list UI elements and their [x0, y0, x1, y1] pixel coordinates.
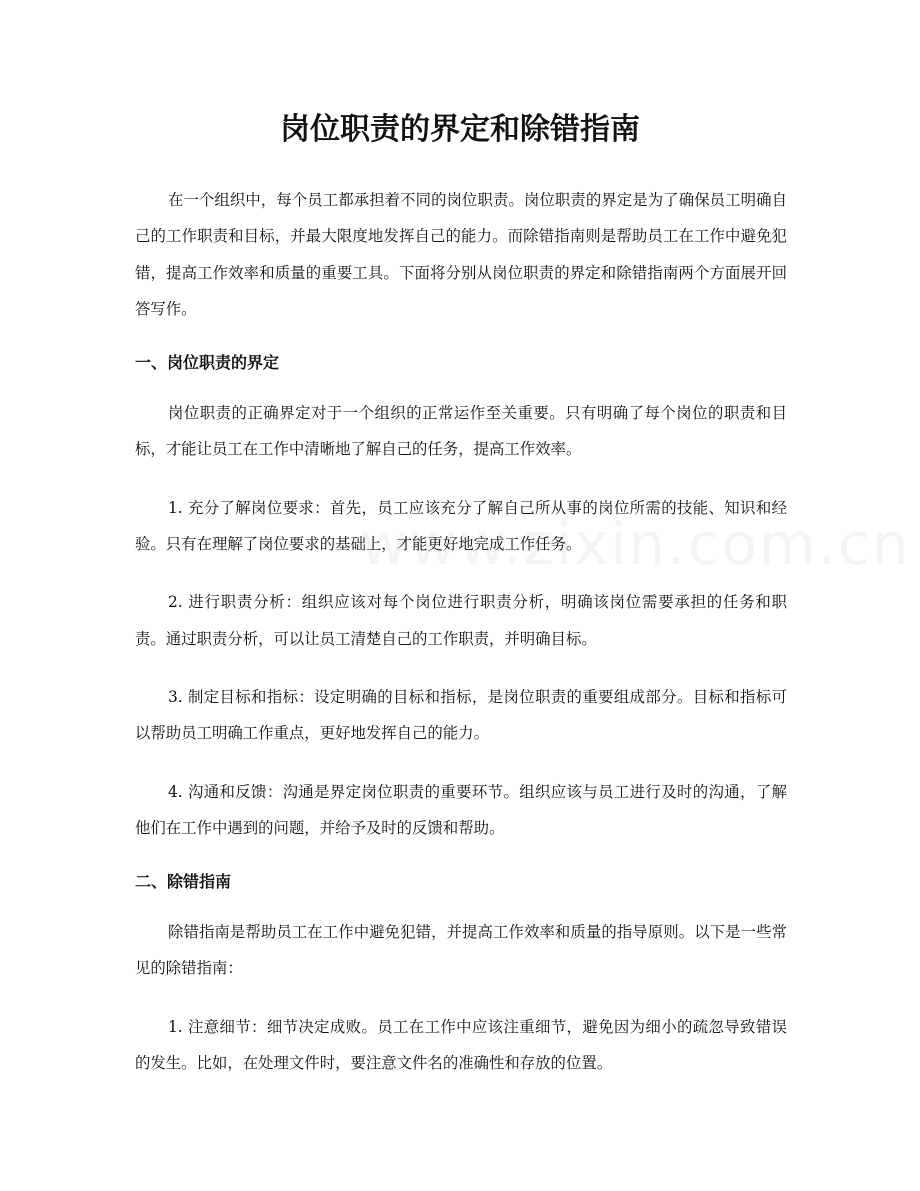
section2-intro-paragraph: 除错指南是帮助员工在工作中避免犯错，并提高工作效率和质量的指导原则。以下是一些常见的除错指南：: [135, 923, 787, 978]
section1-item-4: 4. 沟通和反馈：沟通是界定岗位职责的重要环节。组织应该与员工进行及时的沟通，了解他们在工作中遇到的问题，并给予及时的反馈和帮助。: [135, 782, 787, 837]
section-heading-2: 二、除错指南: [135, 872, 232, 892]
page-title: 岗位职责的界定和除错指南: [280, 112, 640, 147]
intro-paragraph: 在一个组织中，每个员工都承担着不同的岗位职责。岗位职责的界定是为了确保员工明确自己的工作职责和目标，并最大限度地发挥自己的能力。而除错指南则是帮助员工在工作中避免犯错，提高工作效率和质量的重要工具。下面将分别从岗位职责的界定和除错指南两个方面展开回答写作。: [135, 191, 787, 318]
section1-item-1: 1. 充分了解岗位要求：首先，员工应该充分了解自己所从事的岗位所需的技能、知识和经验。只有在理解了岗位要求的基础上，才能更好地完成工作任务。: [135, 498, 787, 554]
document-body: [135, 182, 787, 1103]
section-heading-1: 一、岗位职责的界定: [135, 353, 280, 373]
section1-item-3: 3. 制定目标和指标：设定明确的目标和指标，是岗位职责的重要组成部分。目标和指标可以帮助员工明确工作重点，更好地发挥自己的能力。: [135, 687, 787, 743]
section1-item-2: 2. 进行职责分析：组织应该对每个岗位进行职责分析，明确该岗位需要承担的任务和职责。通过职责分析，可以让员工清楚自己的工作职责，并明确目标。: [135, 593, 787, 648]
section2-item-1: 1. 注意细节：细节决定成败。员工在工作中应该注重细节，避免因为细小的疏忽导致错误的发生。比如，在处理文件时，要注意文件名的准确性和存放的位置。: [135, 1017, 787, 1073]
section1-intro-paragraph: 岗位职责的正确界定对于一个组织的正常运作至关重要。只有明确了每个岗位的职责和目标，才能让员工在工作中清晰地了解自己的任务，提高工作效率。: [135, 404, 787, 459]
